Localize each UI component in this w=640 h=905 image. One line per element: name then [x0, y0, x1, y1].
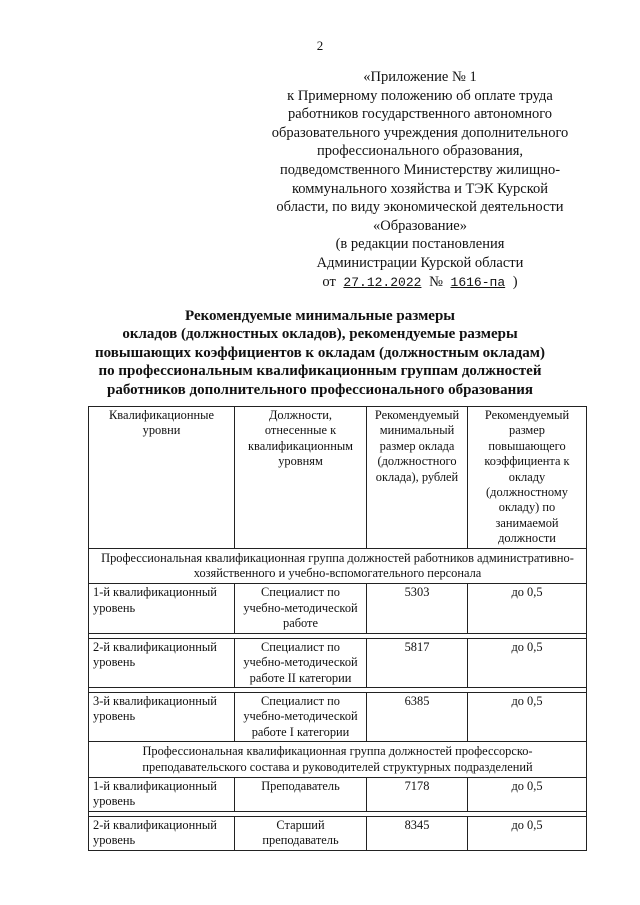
position-cell: Специалист по учебно-методической работе II категории — [235, 638, 367, 687]
salary-cell: 6385 — [367, 692, 468, 741]
order-reference — [255, 273, 585, 293]
header-salary: Рекомендуемый минимальный размер оклада (должностного оклада), рублей — [367, 407, 468, 549]
salary-cell: 5303 — [367, 584, 468, 633]
coefficient-cell: до 0,5 — [468, 584, 587, 633]
order-number-label: № — [429, 273, 443, 290]
appendix-line: подведомственного Министерству жилищно- — [279, 161, 561, 178]
level-cell: 2-й квалификационный уровень — [89, 816, 235, 850]
position-cell: Специалист по учебно-методической работе — [235, 584, 367, 633]
order-prefix: от — [322, 273, 336, 290]
group-title-admin: Профессиональная квалификационная группа должностей работников административно-хозяйственного и учебно-вспомогательного персонала — [89, 548, 587, 584]
group-row — [89, 742, 587, 778]
appendix-line: к Примерному положению об оплате труда — [287, 87, 553, 104]
position-cell: Старший преподаватель — [235, 816, 367, 850]
table-header-row — [89, 407, 587, 549]
appendix-line: профессионального образования, — [316, 143, 524, 160]
appendix-block — [255, 68, 585, 292]
coefficient-cell: до 0,5 — [468, 638, 587, 687]
appendix-line: работников государственного автономного — [287, 106, 553, 123]
coefficient-cell: до 0,5 — [468, 777, 587, 811]
table-row — [89, 584, 587, 633]
appendix-line: коммунального хозяйства и ТЭК Курской — [291, 180, 549, 197]
position-cell: Преподаватель — [235, 777, 367, 811]
appendix-line: «Приложение № 1 — [363, 69, 477, 85]
appendix-line: образовательного учреждения дополнительного — [271, 124, 569, 141]
coefficient-cell: до 0,5 — [468, 816, 587, 850]
level-cell: 3-й квалификационный уровень — [89, 692, 235, 741]
title-line: по профессиональным квалификационным группам должностей — [98, 363, 542, 380]
table-row — [89, 777, 587, 811]
header-coefficient: Рекомендуемый размер повышающего коэффициента к окладу (должностному окладу) по занимаемой должности — [468, 407, 587, 549]
order-date: 27.12.2022 — [343, 274, 422, 290]
salary-cell: 5817 — [367, 638, 468, 687]
coefficient-cell: до 0,5 — [468, 692, 587, 741]
title-line: окладов (должностных окладов), рекомендуемые размеры — [122, 326, 518, 343]
appendix-line: (в редакции постановления — [335, 236, 505, 253]
group-row — [89, 548, 587, 584]
order-suffix: ) — [512, 273, 518, 290]
position-cell: Специалист по учебно-методической работе I категории — [235, 692, 367, 741]
document-title — [40, 307, 600, 399]
level-cell: 1-й квалификационный уровень — [89, 777, 235, 811]
salary-table — [88, 406, 587, 851]
title-line: работников дополнительного профессионального образования — [107, 381, 533, 398]
appendix-line: «Образование» — [373, 217, 467, 234]
header-levels: Квалификационные уровни — [89, 407, 235, 549]
level-cell: 1-й квалификационный уровень — [89, 584, 235, 633]
level-cell: 2-й квалификационный уровень — [89, 638, 235, 687]
appendix-line: области, по виду экономической деятельности — [276, 199, 564, 216]
group-title-teaching: Профессиональная квалификационная группа должностей профессорско-преподавательского состава и руководителей структурных подразделений — [89, 742, 587, 778]
header-positions: Должности, отнесенные к квалификационным уровням — [235, 407, 367, 549]
salary-cell: 7178 — [367, 777, 468, 811]
table-row — [89, 816, 587, 850]
title-line: повышающих коэффициентов к окладам (должностным окладам) — [95, 344, 545, 361]
order-number: 1616-па — [450, 274, 506, 290]
title-line: Рекомендуемые минимальные размеры — [184, 308, 455, 324]
table-row — [89, 692, 587, 741]
salary-cell: 8345 — [367, 816, 468, 850]
page-number: 2 — [316, 38, 324, 53]
table-row — [89, 638, 587, 687]
appendix-line: Администрации Курской области — [316, 254, 524, 271]
